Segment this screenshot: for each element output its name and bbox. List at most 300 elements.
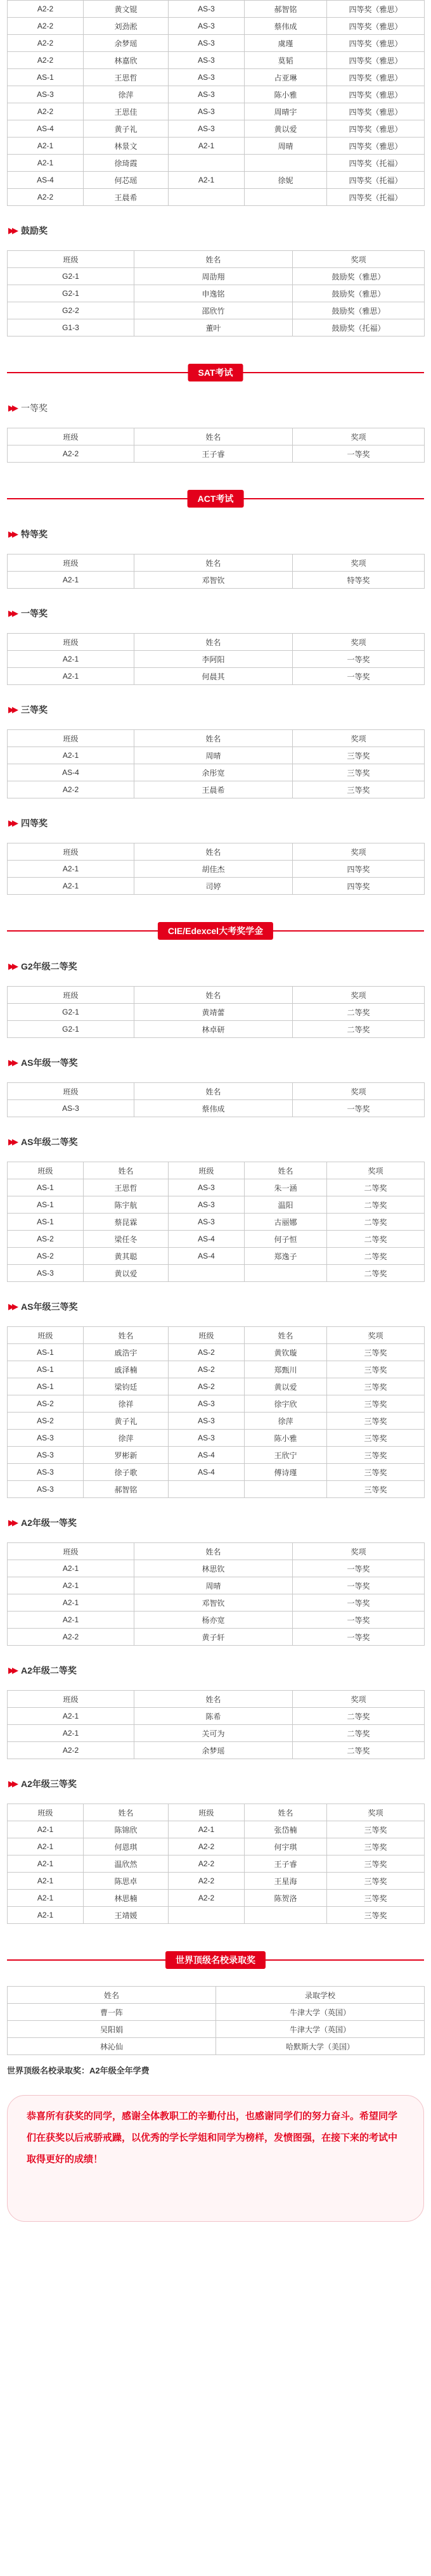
table-header-row <box>8 1327 425 1344</box>
table-cell: 一等奖 <box>293 1577 425 1594</box>
table-cell: 三等奖 <box>327 1821 425 1838</box>
table-cell: 林思钦 <box>134 1560 293 1577</box>
table-cell: AS-1 <box>8 1179 84 1196</box>
table-row <box>8 35 425 52</box>
table-row <box>8 69 425 86</box>
table-cell: 四等奖（雅思） <box>327 35 425 52</box>
table-cell: 徐萍 <box>245 1413 327 1430</box>
table-row <box>8 878 425 895</box>
table-cell: 陈贺洛 <box>245 1890 327 1907</box>
table-row <box>8 1021 425 1038</box>
table-cell: 邵欣竹 <box>134 302 293 319</box>
table-cell: 二等奖 <box>293 1021 425 1038</box>
table-cell: 徐萍 <box>84 1430 169 1447</box>
table-cell: 温欣然 <box>84 1855 169 1873</box>
table-cell: 二等奖 <box>293 1708 425 1725</box>
table-cell: 林嘉欣 <box>84 52 169 69</box>
table-cell: 蔡昆霖 <box>84 1214 169 1231</box>
table-cell: A2-1 <box>8 1612 134 1629</box>
section-heading <box>7 1516 424 1531</box>
table-cell: 二等奖 <box>293 1004 425 1021</box>
table-cell: AS-3 <box>8 1265 84 1282</box>
table-cell: AS-1 <box>8 1214 84 1231</box>
double-chevron-icon: ▶▶ <box>8 226 16 235</box>
table-cell: AS-1 <box>8 1344 84 1361</box>
table-cell <box>169 1481 245 1498</box>
table-cell: 傅诗瑾 <box>245 1464 327 1481</box>
double-chevron-icon: ▶▶ <box>8 529 16 539</box>
award-table <box>7 428 425 463</box>
table-cell: 陈思卓 <box>84 1873 169 1890</box>
table-header-row <box>8 1543 425 1560</box>
section-title: A2年级二等奖 <box>21 1665 77 1676</box>
award-table <box>7 0 425 206</box>
table-cell: AS-3 <box>169 1179 245 1196</box>
table-cell: 林沁仙 <box>8 2038 216 2055</box>
table-row <box>8 319 425 336</box>
table-cell: 何子恒 <box>245 1231 327 1248</box>
header-cell: 班级 <box>8 1804 84 1821</box>
table-row <box>8 1378 425 1395</box>
table-cell: AS-3 <box>169 120 245 138</box>
table-cell: G2-1 <box>8 1021 134 1038</box>
header-cell: 姓名 <box>134 428 293 445</box>
table-cell: 虞瑾 <box>245 35 327 52</box>
table-cell: G1-3 <box>8 319 134 336</box>
table-cell: 戚泽楠 <box>84 1361 169 1378</box>
table-row <box>8 1481 425 1498</box>
table-cell: 一等奖 <box>293 1560 425 1577</box>
header-cell: 姓名 <box>84 1804 169 1821</box>
header-cell: 奖项 <box>293 730 425 747</box>
table-cell: AS-3 <box>8 1430 84 1447</box>
table-cell: 申逸铭 <box>134 285 293 302</box>
table-cell: A2-1 <box>8 138 84 155</box>
table-cell: AS-3 <box>169 52 245 69</box>
table-cell: 余梦瑶 <box>134 1742 293 1759</box>
table-cell: 刘劲淞 <box>84 18 169 35</box>
table-cell: 哈默斯大学（美国） <box>216 2038 425 2055</box>
table-row <box>8 651 425 668</box>
table-cell: 三等奖 <box>327 1838 425 1855</box>
table-cell: 周晴 <box>245 138 327 155</box>
table-cell: 二等奖 <box>327 1214 425 1231</box>
table-cell: 周晴 <box>134 1577 293 1594</box>
table-row <box>8 103 425 120</box>
section-title: A2年级三等奖 <box>21 1779 77 1789</box>
table-cell: 徐宇欣 <box>245 1395 327 1413</box>
section-title: A2年级一等奖 <box>21 1518 77 1528</box>
category-banner <box>7 1949 424 1971</box>
double-chevron-icon: ▶▶ <box>8 1137 16 1146</box>
table-cell: 黄靖蕾 <box>134 1004 293 1021</box>
table-row <box>8 1447 425 1464</box>
table-cell: 特等奖 <box>293 572 425 589</box>
table-cell: 司婷 <box>134 878 293 895</box>
table-row <box>8 18 425 35</box>
table-cell: 三等奖 <box>327 1873 425 1890</box>
table-cell: A2-1 <box>8 1821 84 1838</box>
table-cell: A2-1 <box>8 572 134 589</box>
table-cell: 周劭翔 <box>134 268 293 285</box>
table-cell: AS-3 <box>169 1395 245 1413</box>
section-heading <box>7 224 424 239</box>
table-row <box>8 1231 425 1248</box>
table-cell: 黄子轩 <box>134 1629 293 1646</box>
table-cell: AS-4 <box>169 1248 245 1265</box>
table-cell: AS-3 <box>8 1447 84 1464</box>
table-cell: 徐祥 <box>84 1395 169 1413</box>
header-cell: 姓名 <box>84 1162 169 1179</box>
double-chevron-icon: ▶▶ <box>8 1302 16 1311</box>
award-table <box>7 729 425 798</box>
table-cell: A2-1 <box>8 1725 134 1742</box>
table-cell: AS-2 <box>169 1344 245 1361</box>
table-cell: 鼓励奖（托福） <box>293 319 425 336</box>
table-header-row <box>8 428 425 445</box>
table-row <box>8 268 425 285</box>
double-chevron-icon: ▶▶ <box>8 1779 16 1788</box>
header-cell: 奖项 <box>327 1162 425 1179</box>
table-cell: 何芯瑶 <box>84 172 169 189</box>
table-cell: 吴阳娟 <box>8 2021 216 2038</box>
category-banner <box>7 362 424 383</box>
table-cell: 一等奖 <box>293 1612 425 1629</box>
table-header-row <box>8 1083 425 1100</box>
table-cell: 四等奖 <box>293 878 425 895</box>
table-cell: 四等奖（雅思） <box>327 86 425 103</box>
table-cell: 四等奖（雅思） <box>327 69 425 86</box>
table-cell: 鼓励奖（雅思） <box>293 302 425 319</box>
table-cell: 王晨希 <box>84 189 169 206</box>
table-cell: 蔡伟成 <box>134 1100 293 1117</box>
table-cell: 四等奖（雅思） <box>327 18 425 35</box>
header-cell: 班级 <box>8 843 134 861</box>
table-row <box>8 445 425 463</box>
table-cell: AS-1 <box>8 69 84 86</box>
section-title: 特等奖 <box>21 529 48 539</box>
table-cell: 梁任冬 <box>84 1231 169 1248</box>
table-cell: 罗彬新 <box>84 1447 169 1464</box>
table-cell: 莫韬 <box>245 52 327 69</box>
table-header-row <box>8 987 425 1004</box>
table-row <box>8 1821 425 1838</box>
table-cell: 三等奖 <box>327 1481 425 1498</box>
table-cell: 四等奖（托福） <box>327 189 425 206</box>
table-cell: 林景文 <box>84 138 169 155</box>
table-header-row <box>8 1162 425 1179</box>
header-cell: 姓名 <box>134 251 293 268</box>
table-cell: AS-4 <box>169 1464 245 1481</box>
header-cell: 奖项 <box>327 1804 425 1821</box>
award-table <box>7 250 425 336</box>
table-cell: 二等奖 <box>327 1196 425 1214</box>
header-cell: 奖项 <box>293 251 425 268</box>
table-cell: 王思佳 <box>84 103 169 120</box>
table-cell: A2-1 <box>8 1873 84 1890</box>
header-cell: 姓名 <box>8 1987 216 2004</box>
table-row <box>8 747 425 764</box>
table-row <box>8 1594 425 1612</box>
table-row <box>8 1855 425 1873</box>
table-header-row <box>8 730 425 747</box>
table-cell: 戚浩宇 <box>84 1344 169 1361</box>
double-chevron-icon: ▶▶ <box>8 705 16 714</box>
header-cell: 奖项 <box>293 554 425 572</box>
table-cell: 四等奖（雅思） <box>327 138 425 155</box>
header-cell: 班级 <box>169 1804 245 1821</box>
table-cell: 梁钧廷 <box>84 1378 169 1395</box>
table-cell: 鼓励奖（雅思） <box>293 268 425 285</box>
table-cell <box>245 155 327 172</box>
table-cell <box>169 1265 245 1282</box>
table-row <box>8 1577 425 1594</box>
header-cell: 姓名 <box>134 634 293 651</box>
table-cell: G2-1 <box>8 1004 134 1021</box>
section-heading <box>7 816 424 831</box>
table-cell: 四等奖（托福） <box>327 172 425 189</box>
table-row <box>8 189 425 206</box>
header-cell: 奖项 <box>293 1083 425 1100</box>
header-cell: 班级 <box>8 730 134 747</box>
table-cell: A2-1 <box>8 1594 134 1612</box>
table-cell: AS-3 <box>169 1196 245 1214</box>
header-cell: 班级 <box>8 987 134 1004</box>
table-cell: 三等奖 <box>293 781 425 798</box>
table-row <box>8 2004 425 2021</box>
header-cell: 姓名 <box>134 987 293 1004</box>
award-table <box>7 986 425 1038</box>
table-cell: 何宇琪 <box>245 1838 327 1855</box>
table-cell: 鼓励奖（雅思） <box>293 285 425 302</box>
table-cell: A2-2 <box>8 18 84 35</box>
table-cell: A2-1 <box>8 747 134 764</box>
table-cell: AS-2 <box>8 1231 84 1248</box>
header-cell: 姓名 <box>134 843 293 861</box>
table-cell: A2-2 <box>8 52 84 69</box>
table-cell: A2-2 <box>169 1873 245 1890</box>
table-cell: 四等奖（雅思） <box>327 1 425 18</box>
table-cell: A2-2 <box>8 781 134 798</box>
table-cell: AS-3 <box>169 18 245 35</box>
table-header-row <box>8 251 425 268</box>
table-header-row <box>8 1804 425 1821</box>
double-chevron-icon: ▶▶ <box>8 1665 16 1675</box>
table-cell: 杨亦宽 <box>134 1612 293 1629</box>
table-cell: AS-2 <box>169 1378 245 1395</box>
table-cell: A2-2 <box>8 1 84 18</box>
table-cell: 一等奖 <box>293 1629 425 1646</box>
table-cell: 二等奖 <box>293 1725 425 1742</box>
double-chevron-icon: ▶▶ <box>8 1058 16 1067</box>
table-cell: 一等奖 <box>293 1594 425 1612</box>
table-cell: A2-2 <box>8 189 84 206</box>
table-cell: 张岱楠 <box>245 1821 327 1838</box>
table-cell: 蔡伟成 <box>245 18 327 35</box>
table-cell: 三等奖 <box>327 1413 425 1430</box>
table-cell: 陈小雅 <box>245 86 327 103</box>
table-cell: AS-4 <box>169 1231 245 1248</box>
award-table <box>7 633 425 685</box>
header-cell: 姓名 <box>245 1162 327 1179</box>
table-cell: G2-1 <box>8 285 134 302</box>
award-table <box>7 1986 425 2055</box>
section-heading <box>7 1663 424 1679</box>
table-cell: 王靖媛 <box>84 1907 169 1924</box>
table-cell: 王欣宁 <box>245 1447 327 1464</box>
table-cell: 牛津大学（英国） <box>216 2004 425 2021</box>
table-row <box>8 764 425 781</box>
table-row <box>8 1196 425 1214</box>
closing-message: 恭喜所有获奖的同学，感谢全体教职工的辛勤付出，也感谢同学们的努力奋斗。希望同学们在获奖以后戒骄戒躁，以优秀的学长学姐和同学为榜样，发愤图强，在接下来的考试中取得更好的成绩！ <box>7 2095 424 2222</box>
header-cell: 班级 <box>8 634 134 651</box>
table-cell: 朱一涵 <box>245 1179 327 1196</box>
section-title: 鼓励奖 <box>21 226 48 236</box>
table-cell: 二等奖 <box>327 1248 425 1265</box>
table-cell: A2-1 <box>8 668 134 685</box>
table-cell: A2-2 <box>169 1838 245 1855</box>
table-cell: AS-3 <box>169 103 245 120</box>
table-cell: AS-3 <box>169 69 245 86</box>
section-heading <box>7 527 424 542</box>
header-cell: 姓名 <box>134 1083 293 1100</box>
header-cell: 姓名 <box>134 554 293 572</box>
table-cell: A2-2 <box>169 1890 245 1907</box>
section-title: G2年级二等奖 <box>21 961 77 971</box>
table-cell: 邓智钦 <box>134 1594 293 1612</box>
table-row <box>8 138 425 155</box>
table-row <box>8 302 425 319</box>
table-row <box>8 1890 425 1907</box>
table-row <box>8 1873 425 1890</box>
table-cell: 三等奖 <box>327 1361 425 1378</box>
table-cell <box>169 155 245 172</box>
section-heading <box>7 1135 424 1150</box>
table-cell: 林卓研 <box>134 1021 293 1038</box>
table-cell: 陈锦欣 <box>84 1821 169 1838</box>
table-cell: 一等奖 <box>293 651 425 668</box>
table-cell: AS-1 <box>8 1361 84 1378</box>
table-cell: 余彤宽 <box>134 764 293 781</box>
section-heading <box>7 703 424 718</box>
banner-label: SAT考试 <box>188 364 243 381</box>
category-banner <box>7 488 424 509</box>
table-cell: 温阳 <box>245 1196 327 1214</box>
table-cell: A2-2 <box>8 445 134 463</box>
table-cell: 三等奖 <box>327 1907 425 1924</box>
table-cell: AS-4 <box>8 120 84 138</box>
table-cell: 郝智铭 <box>84 1481 169 1498</box>
table-cell: 郑甄川 <box>245 1361 327 1378</box>
table-cell: AS-3 <box>8 1100 134 1117</box>
banner-label: CIE/Edexcel大考奖学金 <box>158 922 273 940</box>
table-cell: 黄以爱 <box>245 120 327 138</box>
table-cell: 关可为 <box>134 1725 293 1742</box>
table-row <box>8 572 425 589</box>
table-cell: AS-3 <box>169 1413 245 1430</box>
table-cell: A2-1 <box>8 1890 84 1907</box>
table-cell: 黄其聪 <box>84 1248 169 1265</box>
table-cell: 王晨希 <box>134 781 293 798</box>
banner-label: ACT考试 <box>188 490 244 508</box>
table-cell: AS-3 <box>8 86 84 103</box>
table-cell: 二等奖 <box>327 1265 425 1282</box>
table-cell: 四等奖 <box>293 861 425 878</box>
table-cell <box>245 1907 327 1924</box>
table-cell: 三等奖 <box>293 747 425 764</box>
table-cell: 徐妮 <box>245 172 327 189</box>
table-cell: 王思哲 <box>84 69 169 86</box>
table-row <box>8 1907 425 1924</box>
table-cell: A2-1 <box>8 1708 134 1725</box>
table-row <box>8 1100 425 1117</box>
category-banner <box>7 920 424 942</box>
table-cell: 郑逸子 <box>245 1248 327 1265</box>
table-cell: 四等奖（雅思） <box>327 103 425 120</box>
table-cell: A2-1 <box>8 1577 134 1594</box>
table-cell: 王子睿 <box>245 1855 327 1873</box>
header-cell: 奖项 <box>293 987 425 1004</box>
header-cell: 班级 <box>8 554 134 572</box>
header-cell: 班级 <box>8 251 134 268</box>
table-cell: AS-3 <box>169 1430 245 1447</box>
table-cell: 徐琦霞 <box>84 155 169 172</box>
table-cell: 三等奖 <box>327 1464 425 1481</box>
section-heading <box>7 1300 424 1315</box>
award-table <box>7 1542 425 1646</box>
table-cell: 李阿阳 <box>134 651 293 668</box>
table-cell <box>245 1481 327 1498</box>
header-cell: 录取学校 <box>216 1987 425 2004</box>
table-cell: 牛津大学（英国） <box>216 2021 425 2038</box>
table-cell: 黄文锟 <box>84 1 169 18</box>
header-cell: 班级 <box>8 1327 84 1344</box>
table-row <box>8 1413 425 1430</box>
table-cell: A2-1 <box>8 1855 84 1873</box>
header-cell: 奖项 <box>327 1327 425 1344</box>
table-cell: 郝智铭 <box>245 1 327 18</box>
table-row <box>8 86 425 103</box>
table-row <box>8 1838 425 1855</box>
table-row <box>8 52 425 69</box>
table-header-row <box>8 1987 425 2004</box>
table-cell: 陈宇航 <box>84 1196 169 1214</box>
table-cell: 周晴宇 <box>245 103 327 120</box>
table-row <box>8 1179 425 1196</box>
table-row <box>8 2038 425 2055</box>
table-cell: AS-3 <box>169 86 245 103</box>
table-cell: AS-1 <box>8 1196 84 1214</box>
table-cell: 陈小雅 <box>245 1430 327 1447</box>
section-title: AS年级一等奖 <box>21 1058 78 1068</box>
section-heading <box>7 606 424 622</box>
table-header-row <box>8 554 425 572</box>
table-cell: 王思哲 <box>84 1179 169 1196</box>
table-cell: 三等奖 <box>327 1430 425 1447</box>
award-table <box>7 1690 425 1759</box>
section-title: AS年级三等奖 <box>21 1302 78 1312</box>
section-title: 三等奖 <box>21 705 48 715</box>
header-cell: 姓名 <box>134 730 293 747</box>
table-cell: 一等奖 <box>293 1100 425 1117</box>
table-cell: A2-2 <box>8 1629 134 1646</box>
table-cell: AS-4 <box>8 172 84 189</box>
table-header-row <box>8 843 425 861</box>
table-header-row <box>8 1691 425 1708</box>
double-chevron-icon: ▶▶ <box>8 1518 16 1527</box>
table-cell: 四等奖（雅思） <box>327 52 425 69</box>
header-cell: 班级 <box>169 1327 245 1344</box>
